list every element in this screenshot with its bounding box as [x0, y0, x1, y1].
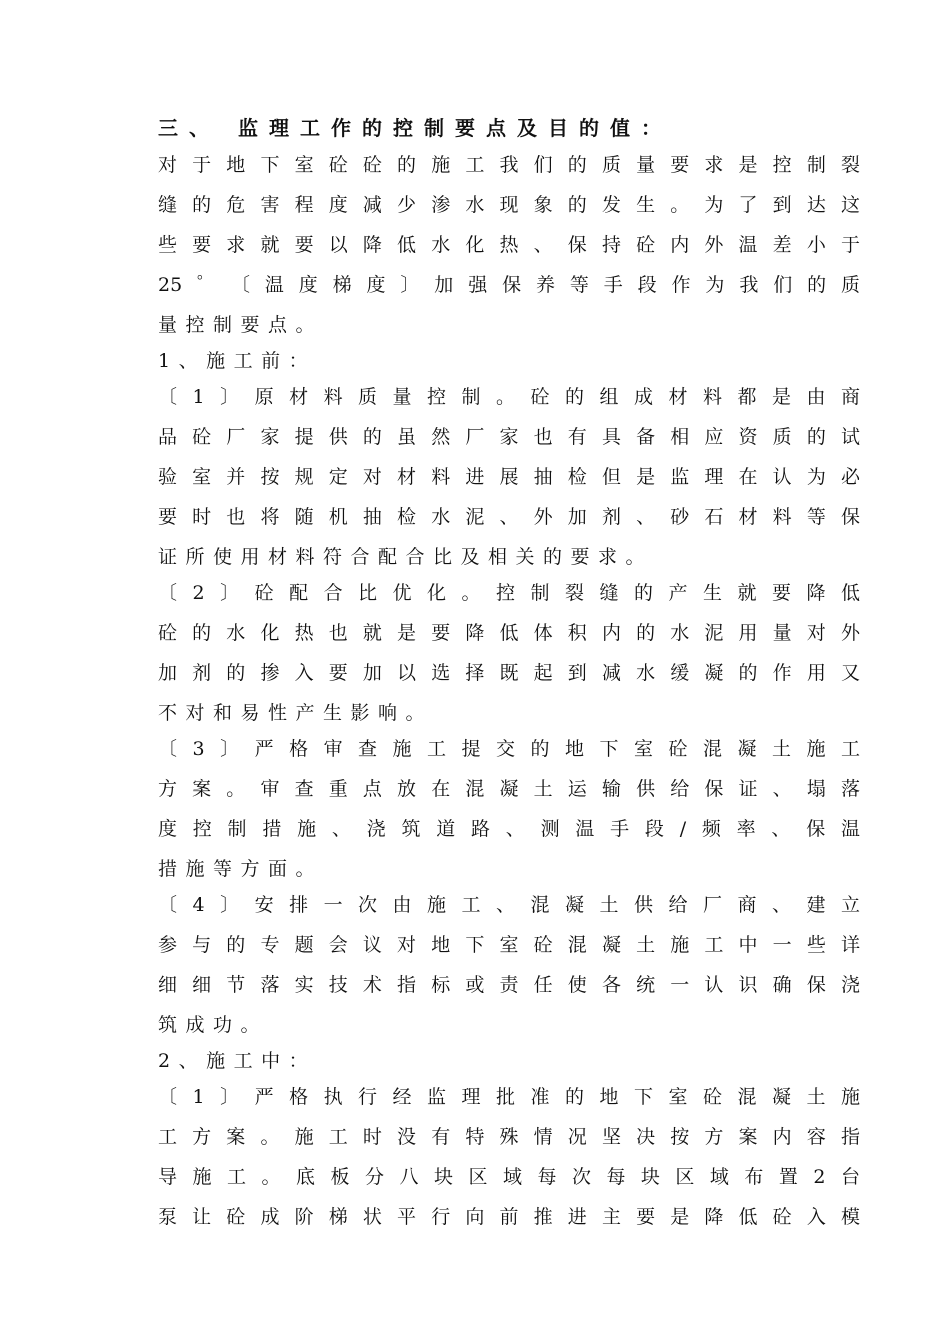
paragraph-line: 不对和易性产生影响。	[158, 702, 434, 724]
paragraph-line: 验室并按规定对材料进展抽检但是监理在认为必	[158, 466, 860, 488]
subsection-heading: 1、施工前：	[158, 350, 317, 372]
subsection-heading: 2、施工中：	[158, 1050, 317, 1072]
paragraph-line: 细细节落实技术指标或责任使各统一认识确保浇	[158, 974, 860, 996]
paragraph-line: 25゜〔温度梯度〕加强保养等手段作为我们的质	[158, 274, 860, 296]
paragraph-line: 加剂的掺入要加以选择既起到减水缓凝的作用又	[158, 662, 860, 684]
paragraph-line: 工方案。施工时没有特殊情况坚决按方案内容指	[158, 1126, 860, 1148]
paragraph-line: 〔1〕严格执行经监理批准的地下室砼混凝土施	[158, 1086, 860, 1108]
paragraph-line: 筑成功。	[158, 1014, 269, 1036]
paragraph-line: 〔4〕安排一次由施工、混凝土供给厂商、建立	[158, 894, 860, 916]
paragraph-line: 导施工。底板分八块区域每次每块区域布置2台	[158, 1166, 860, 1188]
paragraph-line: 泵让砼成阶梯状平行向前推进主要是降低砼入模	[158, 1206, 860, 1228]
paragraph-line: 方案。审查重点放在混凝土运输供给保证、塌落	[158, 778, 860, 800]
paragraph-line: 参与的专题会议对地下室砼混凝土施工中一些详	[158, 934, 860, 956]
section-heading: 三、 监理工作的控制要点及目的值：	[158, 116, 672, 140]
paragraph-line: 度控制措施、浇筑道路、测温手段/频率、保温	[158, 818, 860, 840]
paragraph-line: 对于地下室砼砼的施工我们的质量要求是控制裂	[158, 154, 860, 176]
paragraph-line: 缝的危害程度减少渗水现象的发生。为了到达这	[158, 194, 860, 216]
paragraph-line: 〔2〕砼配合比优化。控制裂缝的产生就要降低	[158, 582, 860, 604]
paragraph-line: 〔3〕严格审查施工提交的地下室砼混凝土施工	[158, 738, 860, 760]
paragraph-line: 量控制要点。	[158, 314, 324, 336]
paragraph-line: 证所使用材料符合配合比及相关的要求。	[158, 546, 654, 568]
paragraph-line: 措施等方面。	[158, 858, 324, 880]
paragraph-line: 砼的水化热也就是要降低体积内的水泥用量对外	[158, 622, 860, 644]
paragraph-line: 〔1〕原材料质量控制。砼的组成材料都是由商	[158, 386, 860, 408]
paragraph-line: 些要求就要以降低水化热、保持砼内外温差小于	[158, 234, 860, 256]
paragraph-line: 要时也将随机抽检水泥、外加剂、砂石材料等保	[158, 506, 860, 528]
paragraph-line: 品砼厂家提供的虽然厂家也有具备相应资质的试	[158, 426, 860, 448]
